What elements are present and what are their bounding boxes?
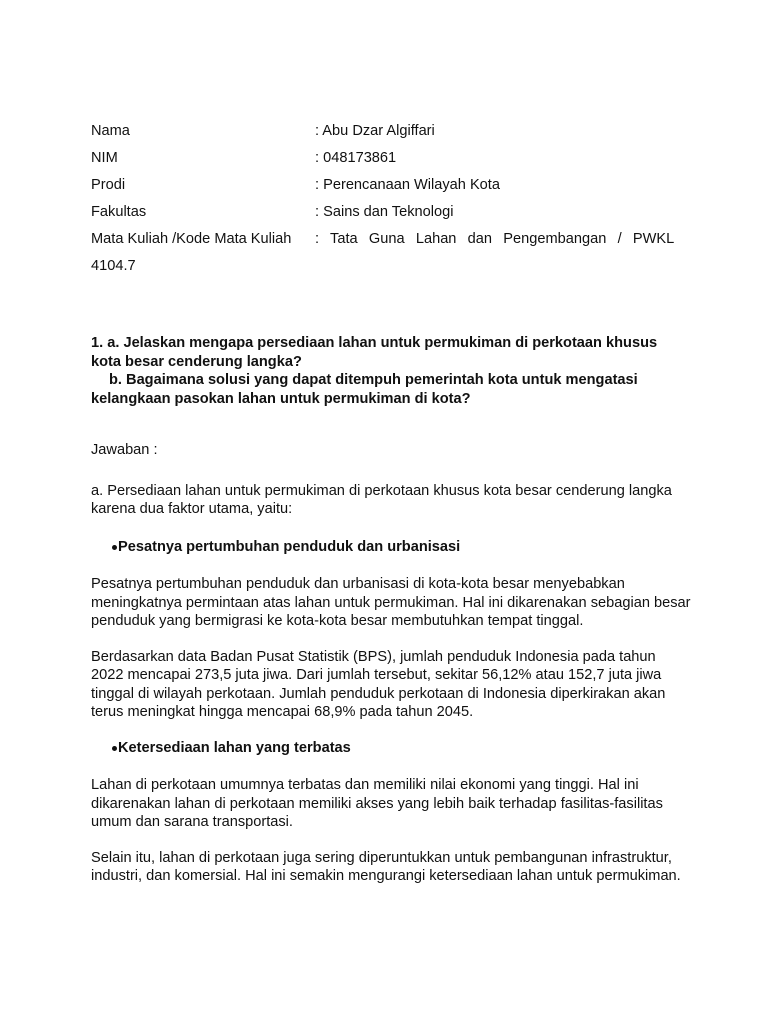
info-row-nama <box>91 118 679 145</box>
info-row-prodi <box>91 172 679 199</box>
paragraph: Selain itu, lahan di perkotaan juga sering diperuntukkan untuk pembangunan infrastruktur, industri, dan komersial. Hal ini semakin mengurangi ketersediaan lahan untuk permukiman. <box>91 849 681 884</box>
info-row-nim <box>91 145 679 172</box>
bullet-dot-icon <box>112 746 117 751</box>
paragraph: Berdasarkan data Badan Pusat Statistik (BPS), jumlah penduduk Indonesia pada tahun 2022 mencapai 273,5 juta jiwa. Dari jumlah tersebut, sekitar 56,12% atau 152,7 juta jiwa tinggal di wilayah perkotaan. Jumlah penduduk perkotaan di Indonesia diperkirakan akan terus meningkat hingga mencapai 68,9% pada tahun 2045. <box>91 648 666 720</box>
bullet-text: Ketersediaan lahan yang terbatas <box>118 739 351 756</box>
info-value: : Sains dan Teknologi <box>315 204 454 220</box>
info-row-fakultas <box>91 199 679 226</box>
bullet-item <box>91 739 691 758</box>
info-value: : Tata Guna Lahan dan Pengembangan / PWKL <box>315 231 675 247</box>
info-label: Fakultas <box>91 204 147 220</box>
answer-block <box>91 441 691 903</box>
info-value: : 048173861 <box>315 150 397 166</box>
info-value: : Abu Dzar Algiffari <box>315 123 435 139</box>
paragraph: Lahan di perkotaan umumnya terbatas dan memiliki nilai ekonomi yang tinggi. Hal ini dikarenakan lahan di perkotaan memiliki akses yang lebih baik terhadap fasilitas-fasilitas umum dan sarana transportasi. <box>91 777 663 830</box>
answer-intro: a. Persediaan lahan untuk permukiman di perkotaan khusus kota besar cenderung langka karena dua faktor utama, yaitu: <box>91 482 672 517</box>
question-block <box>91 334 691 408</box>
info-label: NIM <box>91 150 118 166</box>
info-label: Mata Kuliah /Kode Mata Kuliah <box>91 231 292 247</box>
info-label: Prodi <box>91 177 126 193</box>
answer-heading: Jawaban : <box>91 442 158 458</box>
info-value: : Perencanaan Wilayah Kota <box>315 177 500 193</box>
bullet-text: Pesatnya pertumbuhan penduduk dan urbanisasi <box>118 538 461 555</box>
student-info <box>91 118 679 282</box>
info-row-mata-kuliah <box>91 226 679 253</box>
paragraph: Pesatnya pertumbuhan penduduk dan urbanisasi di kota-kota besar menyebabkan meningkatnya permintaan atas lahan untuk permukiman. Hal ini dikarenakan sebagian besar penduduk yang bermigrasi ke kota-kota besar membutuhkan tempat tinggal. <box>91 576 691 629</box>
bullet-item <box>91 538 691 557</box>
info-row-kode <box>91 253 679 282</box>
bullet-dot-icon <box>112 545 117 550</box>
question-a: 1. a. Jelaskan mengapa persediaan lahan untuk permukiman di perkotaan khusus kota besar cenderung langka? <box>91 335 658 370</box>
info-label: Nama <box>91 123 130 139</box>
course-code-wrap: 4104.7 <box>91 258 136 274</box>
question-b: b. Bagaimana solusi yang dapat ditempuh pemerintah kota untuk mengatasi kelangkaan pasokan lahan untuk permukiman di kota? <box>91 372 638 407</box>
